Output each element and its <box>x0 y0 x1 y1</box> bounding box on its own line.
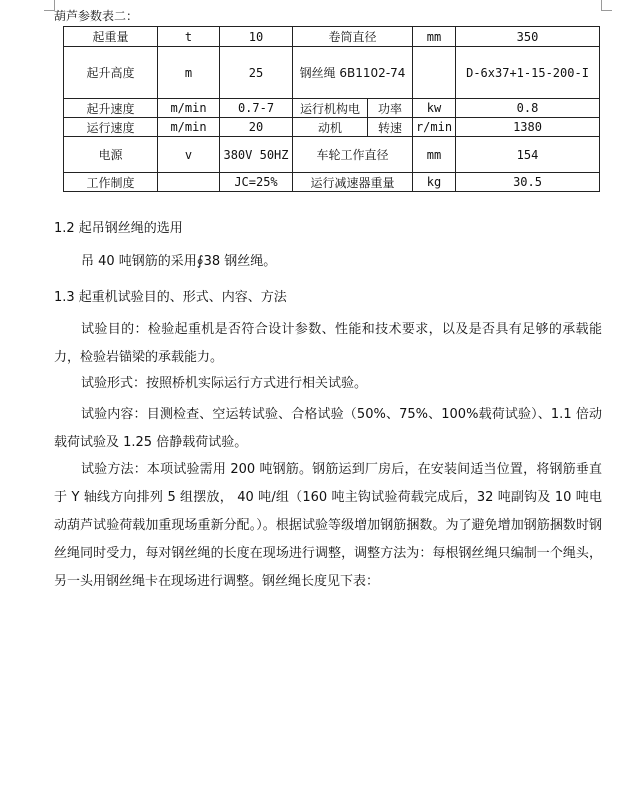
table-cell: 0.8 <box>456 99 600 118</box>
table-cell: 车轮工作直径 <box>293 137 413 173</box>
table-cell: 运行速度 <box>64 118 158 137</box>
table-cell: kw <box>413 99 456 118</box>
table-cell: m/min <box>158 118 220 137</box>
table-cell: 154 <box>456 137 600 173</box>
table-cell: 20 <box>220 118 293 137</box>
table-row <box>64 99 600 118</box>
hoist-parameter-table <box>63 26 600 192</box>
test-content-paragraph: 试验内容：目测检查、空运转试验、合格试验（50%、75%、100%载荷试验）、1.1 倍动载荷试验及 1.25 倍静载荷试验。 <box>54 407 602 450</box>
table-cell: 起重量 <box>64 27 158 47</box>
test-method-paragraph: 试验方法：本项试验需用 200 吨钢筋。钢筋运到厂房后，在安装间适当位置，将钢筋垂直于 Y 轴线方向排列 5 组摆放， 40 吨/组（160 吨主钩试验荷载完成后，32 吨副钩及 10 吨电动葫芦试验荷载加重现场重新分配。）。根据试验等级增加钢筋捆数。为了避免增加钢筋捆数时钢丝绳同时受力，每对钢丝绳的长度在现场进行调整，调整方法为：每根钢丝绳只编制一个绳头，另一头用钢丝绳卡在现场进行调整。钢丝绳长度见下表： <box>54 462 602 589</box>
table-cell: 30.5 <box>456 173 600 192</box>
table-cell <box>158 173 220 192</box>
table-cell: kg <box>413 173 456 192</box>
table-cell: 350 <box>456 27 600 47</box>
section-heading-1-2: 1.2 起吊钢丝绳的选用 <box>54 221 183 236</box>
table-cell: 起升高度 <box>64 47 158 99</box>
table-cell: v <box>158 137 220 173</box>
table-cell: 功率 <box>368 99 413 118</box>
wire-rope-selection-text: 吊 40 吨钢筋的采用∮38 钢丝绳。 <box>81 254 277 269</box>
table-cell: 电源 <box>64 137 158 173</box>
table-cell: r/min <box>413 118 456 137</box>
table-row <box>64 173 600 192</box>
table-cell: 起升速度 <box>64 99 158 118</box>
table-cell: 转速 <box>368 118 413 137</box>
table-cell: mm <box>413 27 456 47</box>
table-cell: 卷筒直径 <box>293 27 413 47</box>
page-corner-mark-right <box>601 0 612 11</box>
table-cell: m <box>158 47 220 99</box>
table-cell: 钢丝绳 6B1102-74 <box>293 47 413 99</box>
test-form-paragraph: 试验形式：按照桥机实际运行方式进行相关试验。 <box>81 376 368 391</box>
table-cell: 运行减速器重量 <box>293 173 413 192</box>
table-cell <box>413 47 456 99</box>
table-cell: t <box>158 27 220 47</box>
table-cell: 10 <box>220 27 293 47</box>
section-heading-1-3: 1.3 起重机试验目的、形式、内容、方法 <box>54 290 287 305</box>
table-cell: mm <box>413 137 456 173</box>
table-cell: 动机 <box>293 118 368 137</box>
table-row <box>64 118 600 137</box>
table-cell: 工作制度 <box>64 173 158 192</box>
table-cell: 25 <box>220 47 293 99</box>
table-cell: JC=25% <box>220 173 293 192</box>
table-cell: m/min <box>158 99 220 118</box>
table-row <box>64 47 600 99</box>
table-cell: D-6x37+1-15-200-I <box>456 47 600 99</box>
table-cell: 0.7-7 <box>220 99 293 118</box>
table-caption: 葫芦参数表二： <box>54 9 139 23</box>
table-cell: 380V 50HZ <box>220 137 293 173</box>
test-purpose-paragraph: 试验目的：检验起重机是否符合设计参数、性能和技术要求，以及是否具有足够的承载能力，检验岩锚梁的承载能力。 <box>54 322 602 365</box>
table-cell: 运行机构电 <box>293 99 368 118</box>
table-cell: 1380 <box>456 118 600 137</box>
table-row <box>64 27 600 47</box>
table-row <box>64 137 600 173</box>
